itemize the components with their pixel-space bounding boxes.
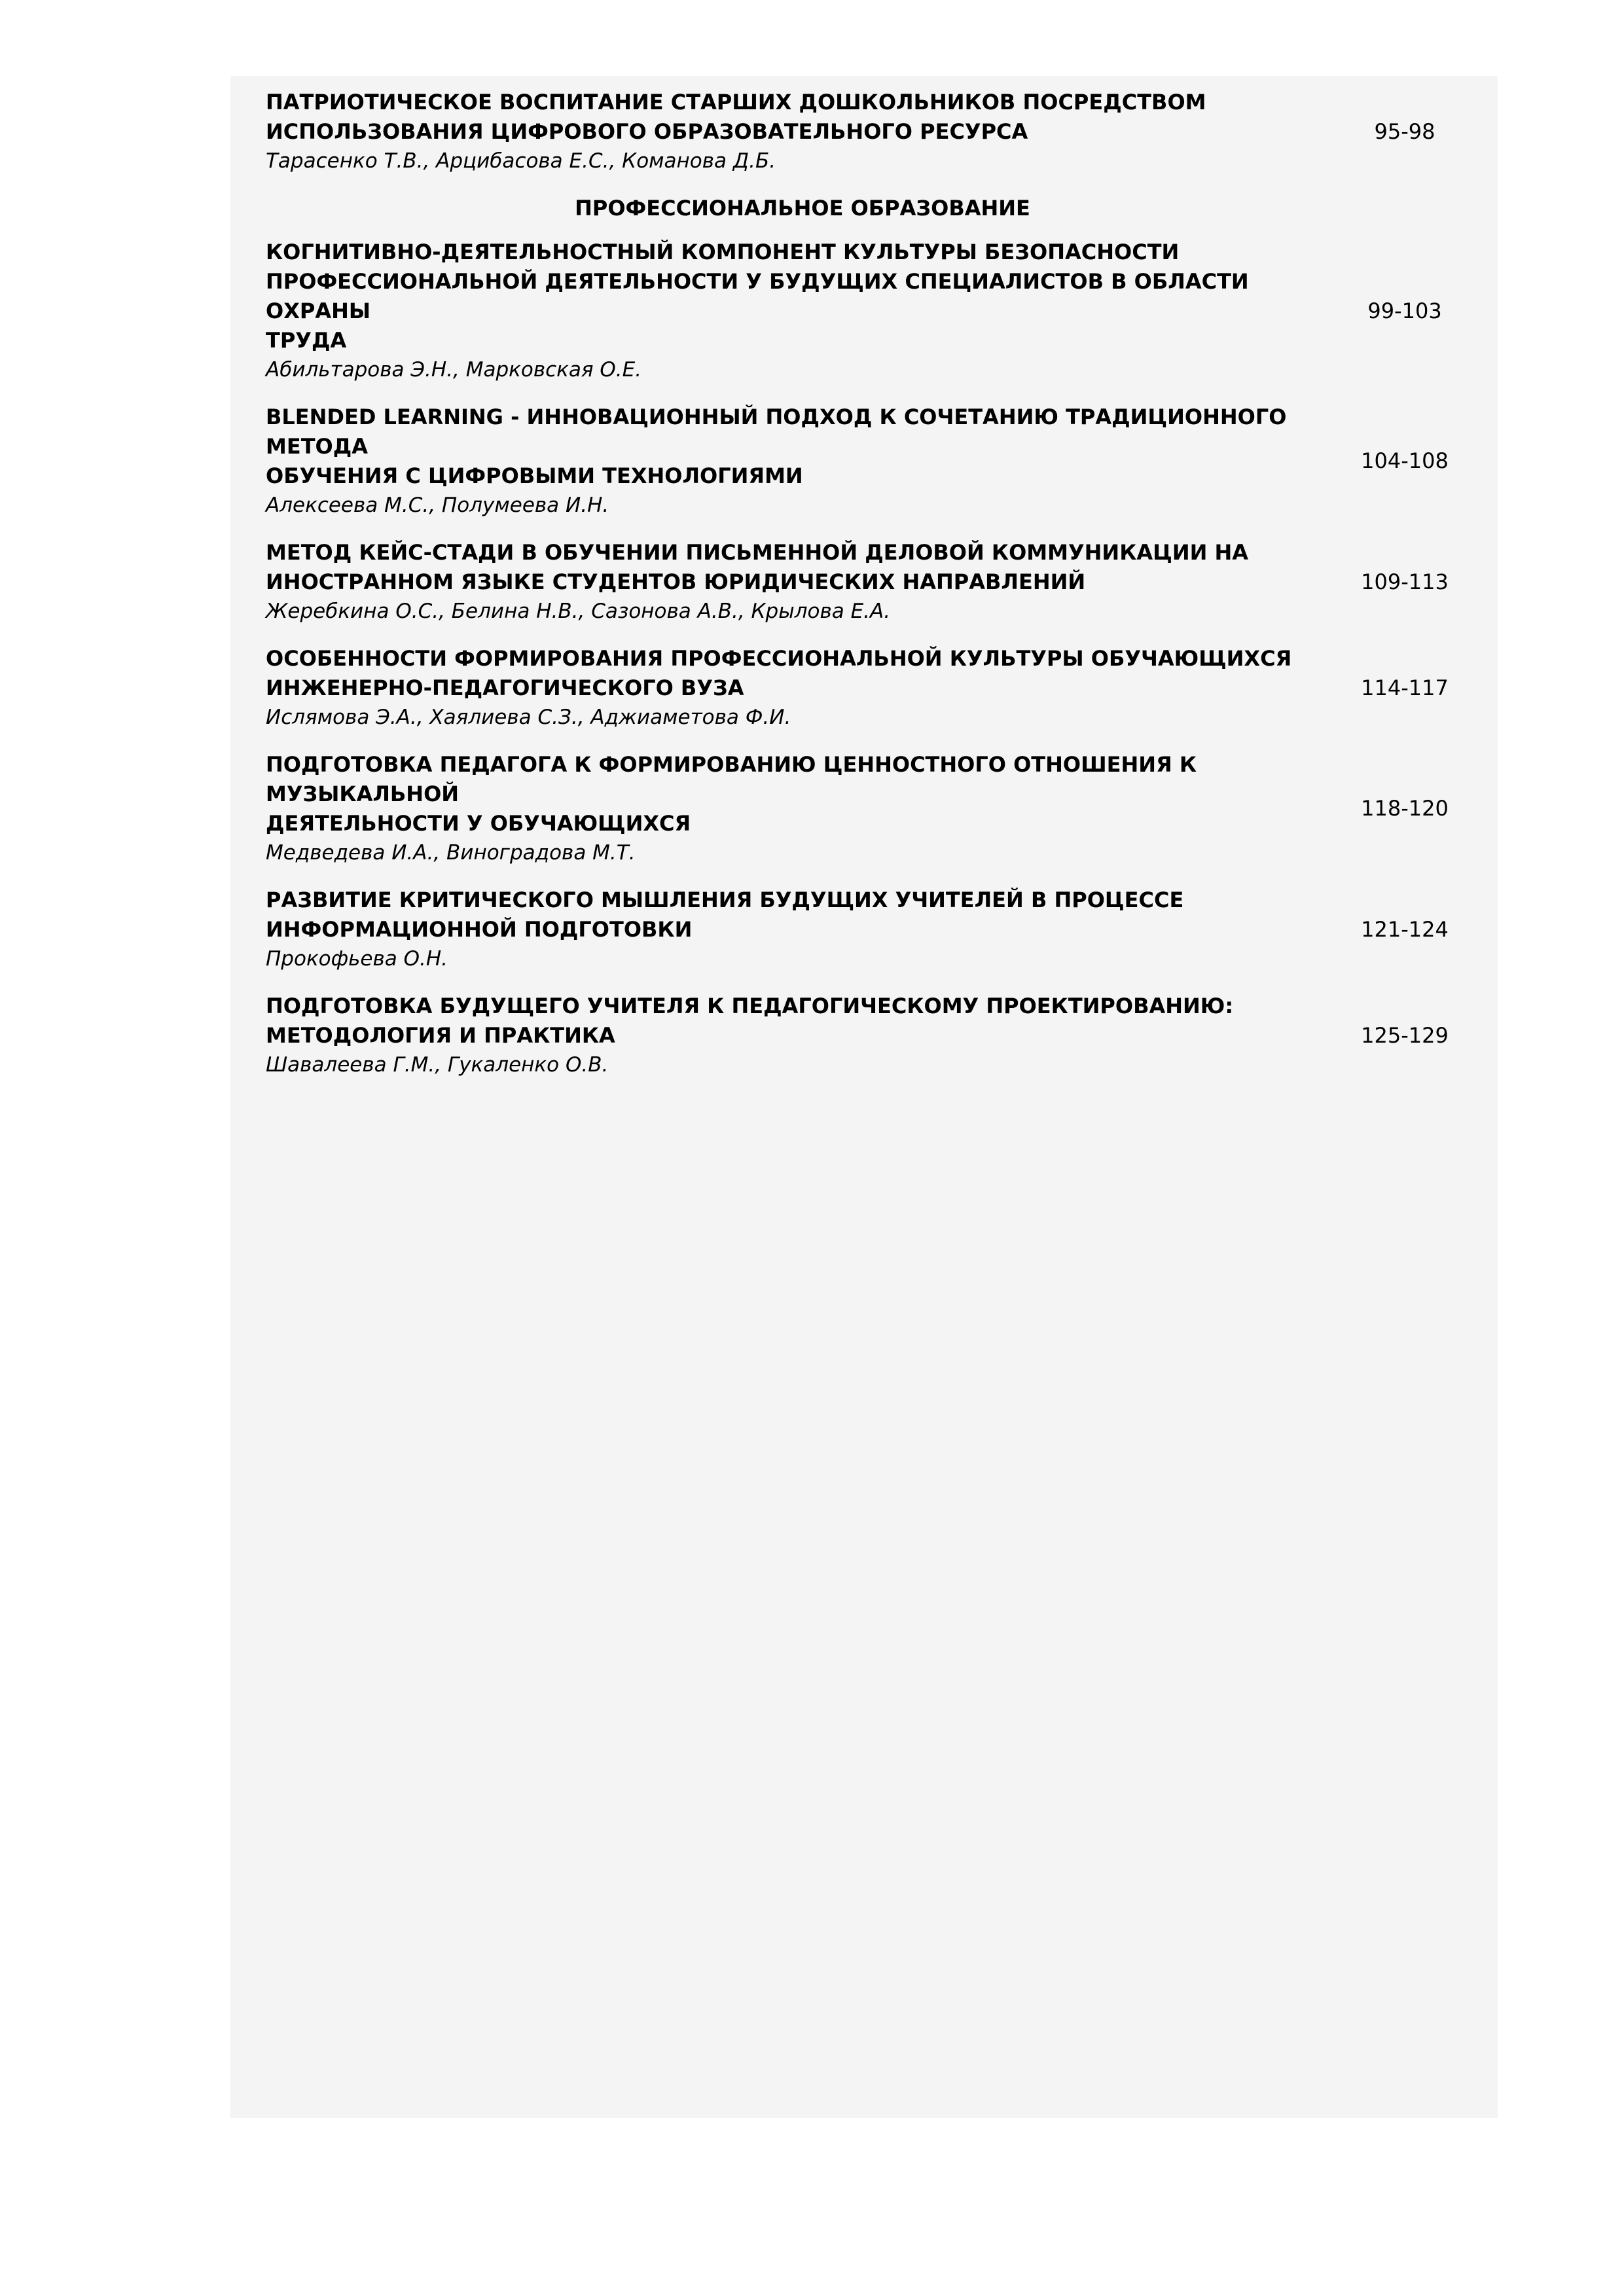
toc-entry-pages: 121-124 (1361, 916, 1449, 942)
toc-entry-text (266, 886, 1339, 973)
toc-entry-pages: 125-129 (1361, 1022, 1449, 1048)
toc-entry-title-line: КОГНИТИВНО-ДЕЯТЕЛЬНОСТНЫЙ КОМПОНЕНТ КУЛЬТУРЫ БЕЗОПАСНОСТИ (266, 240, 1180, 264)
toc-entry-authors: Алексеева М.С., Полумеева И.Н. (266, 493, 609, 517)
toc-entry (266, 238, 1470, 384)
toc-entry-pages: 109-113 (1361, 569, 1449, 594)
toc-entry (266, 88, 1470, 175)
toc-entry (266, 886, 1470, 973)
section-heading: ПРОФЕССИОНАЛЬНОЕ ОБРАЗОВАНИЕ (575, 196, 1030, 221)
toc-entry-text (266, 992, 1339, 1079)
toc-entry-title (266, 538, 1339, 597)
toc-entry-title-line: ПАТРИОТИЧЕСКОЕ ВОСПИТАНИЕ СТАРШИХ ДОШКОЛЬНИКОВ ПОСРЕДСТВОМ (266, 90, 1206, 115)
toc-entry-title-line: МЕТОД КЕЙС-СТАДИ В ОБУЧЕНИИ ПИСЬМЕННОЙ ДЕЛОВОЙ КОММУНИКАЦИИ НА (266, 540, 1249, 565)
toc-entry-title-line: ИНОСТРАННОМ ЯЗЫКЕ СТУДЕНТОВ ЮРИДИЧЕСКИХ НАПРАВЛЕНИЙ (266, 569, 1086, 594)
toc-entry (266, 992, 1470, 1079)
toc-entry-authors: Тарасенко Т.В., Арцибасова Е.С., Команова Д.Б. (266, 149, 776, 173)
toc-entry-title (266, 88, 1339, 147)
toc-entry-title (266, 750, 1339, 838)
toc-entry-authors: Абильтарова Э.Н., Марковская О.Е. (266, 358, 642, 382)
toc-entry-pages: 99-103 (1367, 298, 1442, 323)
toc-entry-pages: 104-108 (1361, 448, 1449, 473)
toc-entry-authors: Прокофьева О.Н. (266, 947, 448, 971)
toc-entry-title-line: ОСОБЕННОСТИ ФОРМИРОВАНИЯ ПРОФЕССИОНАЛЬНОЙ КУЛЬТУРЫ ОБУЧАЮЩИХСЯ (266, 646, 1292, 671)
toc-entry-title-line: ДЕЯТЕЛЬНОСТИ У ОБУЧАЮЩИХСЯ (266, 811, 691, 836)
toc-entry (266, 750, 1470, 867)
table-of-contents (266, 88, 1470, 1098)
toc-entry-title (266, 992, 1339, 1050)
toc-entry-title (266, 403, 1339, 491)
toc-entry (266, 538, 1470, 626)
toc-entry-authors: Жеребкина О.С., Белина Н.В., Сазонова А.В., Крылова Е.А. (266, 600, 891, 623)
toc-entry-title-line: BLENDED LEARNING - ИННОВАЦИОННЫЙ ПОДХОД К СОЧЕТАНИЮ ТРАДИЦИОННОГО МЕТОДА (266, 404, 1287, 459)
toc-entry-title-line: ИНЖЕНЕРНО-ПЕДАГОГИЧЕСКОГО ВУЗА (266, 675, 744, 700)
toc-entry-text (266, 88, 1339, 175)
toc-entry-authors: Ислямова Э.А., Хаялиева С.З., Аджиаметова Ф.И. (266, 706, 791, 729)
toc-entry-text (266, 403, 1339, 520)
toc-entry-title (266, 644, 1339, 703)
toc-entry-title-line: ПОДГОТОВКА БУДУЩЕГО УЧИТЕЛЯ К ПЕДАГОГИЧЕСКОМУ ПРОЕКТИРОВАНИЮ: (266, 994, 1234, 1018)
toc-entry-title-line: ТРУДА (266, 328, 347, 353)
toc-entry-authors: Шавалеева Г.М., Гукаленко О.В. (266, 1053, 609, 1077)
toc-entry-pages: 118-120 (1361, 796, 1449, 821)
toc-entry-title-line: ПРОФЕССИОНАЛЬНОЙ ДЕЯТЕЛЬНОСТИ У БУДУЩИХ СПЕЦИАЛИСТОВ В ОБЛАСТИ ОХРАНЫ (266, 269, 1249, 323)
toc-entry-title-line: ОБУЧЕНИЯ С ЦИФРОВЫМИ ТЕХНОЛОГИЯМИ (266, 463, 803, 488)
toc-entry-text (266, 644, 1339, 732)
toc-entry-text (266, 538, 1339, 626)
toc-entry-title (266, 886, 1339, 944)
toc-entry-title-line: ИСПОЛЬЗОВАНИЯ ЦИФРОВОГО ОБРАЗОВАТЕЛЬНОГО РЕСУРСА (266, 119, 1028, 144)
toc-entry-title-line: ИНФОРМАЦИОННОЙ ПОДГОТОВКИ (266, 917, 693, 942)
toc-entry-title-line: ПОДГОТОВКА ПЕДАГОГА К ФОРМИРОВАНИЮ ЦЕННОСТНОГО ОТНОШЕНИЯ К МУЗЫКАЛЬНОЙ (266, 752, 1197, 806)
toc-entry-authors: Медведева И.А., Виноградова М.Т. (266, 841, 636, 865)
toc-entry-title-line: МЕТОДОЛОГИЯ И ПРАКТИКА (266, 1023, 615, 1048)
toc-entry-title-line: РАЗВИТИЕ КРИТИЧЕСКОГО МЫШЛЕНИЯ БУДУЩИХ УЧИТЕЛЕЙ В ПРОЦЕССЕ (266, 888, 1184, 912)
toc-entry-text (266, 238, 1339, 384)
toc-entry (266, 403, 1470, 520)
toc-entry-pages: 114-117 (1361, 675, 1449, 700)
toc-entry-text (266, 750, 1339, 867)
toc-entry-pages: 95-98 (1374, 118, 1435, 144)
toc-entry (266, 644, 1470, 732)
toc-entry-title (266, 238, 1339, 355)
